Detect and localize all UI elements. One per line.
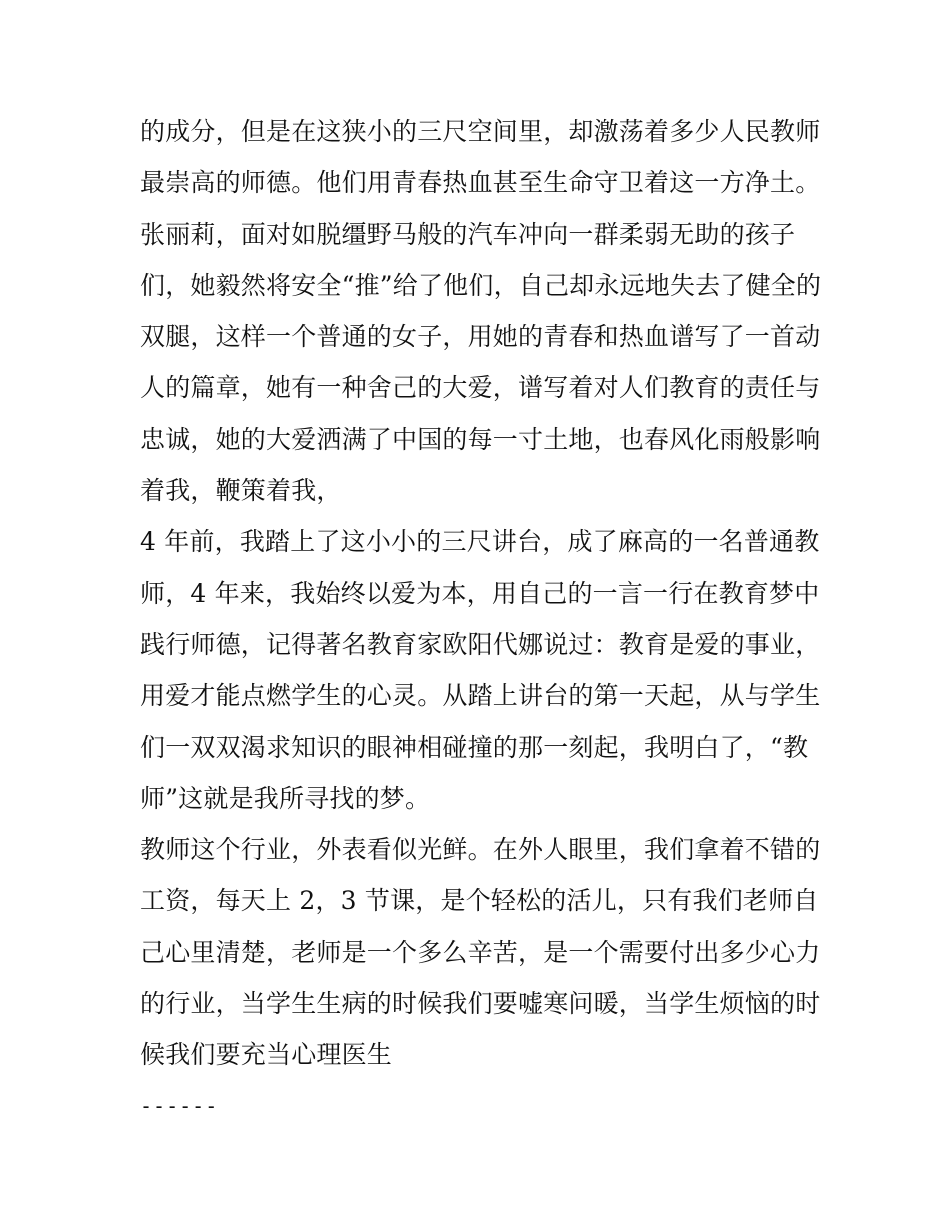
text-line: 们，她毅然将安全“推”给了他们，自己却永远地失去了健全的 [140, 270, 822, 300]
text-line: 双腿，这样一个普通的女子，用她的青春和热血谱写了一首动 [140, 322, 821, 352]
text-line: 4 年前，我踏上了这小小的三尺讲台，成了麻高的一名普通教 [140, 527, 820, 557]
text-line: 己心里清楚，老师是一个多么辛苦，是一个需要付出多少心力 [140, 937, 821, 967]
text-line: 师，4 年来，我始终以爱为本，用自己的一言一行在教育梦中 [140, 578, 820, 608]
text-line: 候我们要充当心理医生 [140, 1040, 393, 1070]
text-line: 人的篇章，她有一种舍己的大爱，谱写着对人们教育的责任与 [140, 373, 821, 403]
document-body [140, 106, 820, 1132]
text-line: 张丽莉，面对如脱缰野马般的汽车冲向一群柔弱无助的孩子 [140, 219, 796, 249]
text-line: 忠诚，她的大爱洒满了中国的每一寸土地，也春风化雨般影响 [140, 424, 821, 454]
text-line: 用爱才能点燃学生的心灵。从踏上讲台的第一天起，从与学生 [140, 681, 821, 711]
separator-line: ------ [140, 1093, 219, 1118]
text-line: 最崇高的师德。他们用青春热血甚至生命守卫着这一方净土。 [140, 168, 821, 198]
text-line: 们一双双渴求知识的眼神相碰撞的那一刻起，我明白了，“教 [140, 732, 809, 762]
text-line: 师”这就是我所寻找的梦。 [140, 783, 431, 813]
text-line: 着我，鞭策着我， [140, 476, 342, 506]
text-line: 工资，每天上 2，3 节课，是个轻松的活儿，只有我们老师自 [140, 886, 819, 916]
text-line: 教师这个行业，外表看似光鲜。在外人眼里，我们拿着不错的 [140, 835, 821, 865]
text-line: 的行业，当学生生病的时候我们要嘘寒问暖，当学生烦恼的时 [140, 989, 821, 1019]
text-line: 的成分，但是在这狭小的三尺空间里，却激荡着多少人民教师 [140, 117, 821, 146]
text-line: 践行师德，记得著名教育家欧阳代娜说过：教育是爱的事业， [140, 629, 821, 659]
